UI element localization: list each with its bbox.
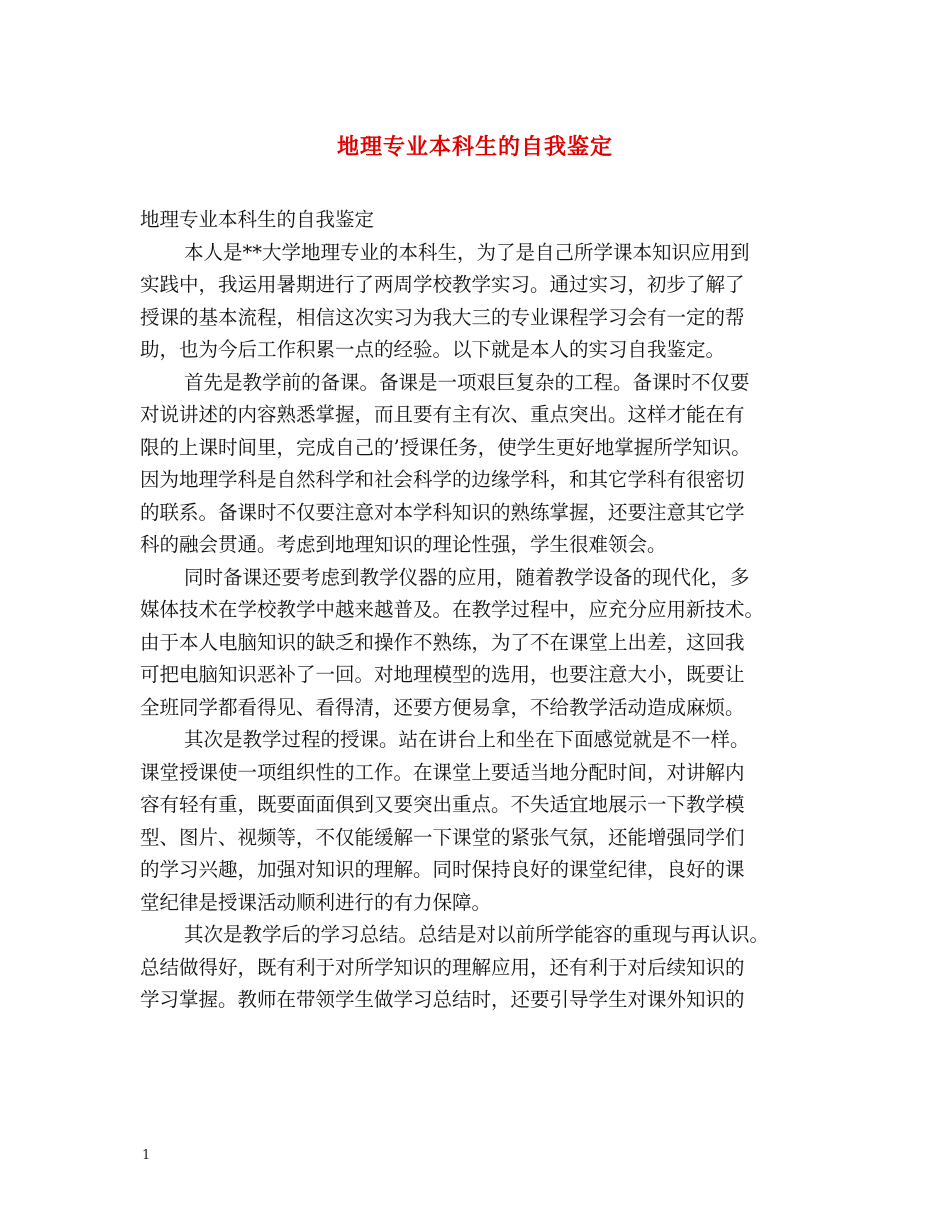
body-line: 科的融会贯通。考虑到地理知识的理论性强，学生很难领会。 (140, 533, 667, 556)
body-line: 总结做得好，既有利于对所学知识的理解应用，还有利于对后续知识的 (140, 955, 745, 979)
subtitle-line: 地理专业本科生的自我鉴定 (140, 208, 375, 231)
body-line: 其次是教学后的学习总结。总结是对以前所学能容的重现与再认识。 (184, 923, 770, 946)
body-line: 实践中，我运用暑期进行了两周学校教学实习。通过实习，初步了解了 (140, 273, 745, 296)
body-line: 同时备课还要考虑到教学仪器的应用，随着教学设备的现代化，多 (184, 565, 750, 589)
document-body (140, 204, 820, 1017)
body-line: 首先是教学前的备课。备课是一项艰巨复杂的工程。备课时不仅要 (184, 370, 750, 394)
body-line: 由于本人电脑知识的缺乏和操作不熟练，为了不在课堂上出差，这回我 (140, 630, 745, 654)
body-line: 授课的基本流程，相信这次实习为我大三的专业课程学习会有一定的帮 (140, 305, 745, 329)
body-line: 的联系。备课时不仅要注意对本学科知识的熟练掌握，还要注意其它学 (140, 500, 745, 524)
body-line: 堂纪律是授课活动顺利进行的有力保障。 (140, 890, 492, 914)
body-line: 可把电脑知识恶补了一回。对地理模型的选用，也要注意大小，既要让 (140, 663, 745, 686)
page-number: 1 (142, 1148, 151, 1163)
body-line: 容有轻有重，既要面面俱到又要突出重点。不失适宜地展示一下教学模 (140, 793, 745, 816)
body-line: 助，也为今后工作积累一点的经验。以下就是本人的实习自我鉴定。 (140, 338, 726, 361)
body-line: 其次是教学过程的授课。站在讲台上和坐在下面感觉就是不一样。 (184, 728, 750, 751)
body-line: 全班同学都看得见、看得清，还要方便易拿，不给教学活动造成麻烦。 (140, 695, 745, 719)
body-line: 对说讲述的内容熟悉掌握，而且要有主有次、重点突出。这样才能在有 (140, 403, 745, 426)
body-line: 的学习兴趣，加强对知识的理解。同时保持良好的课堂纪律，良好的课 (140, 858, 745, 881)
body-line: 型、图片、视频等，不仅能缓解一下课堂的紧张气氛，还能增强同学们 (140, 825, 745, 849)
document-title: 地理专业本科生的自我鉴定 (336, 134, 613, 160)
body-line: 因为地理学科是自然科学和社会科学的边缘学科，和其它学科有很密切 (140, 468, 745, 491)
body-line: 本人是**大学地理专业的本科生，为了是自己所学课本知识应用到 (184, 240, 750, 264)
body-line: 媒体技术在学校教学中越来越普及。在教学过程中，应充分应用新技术。 (140, 598, 765, 621)
body-line: 学习掌握。教师在带领学生做学习总结时，还要引导学生对课外知识的 (140, 988, 745, 1011)
body-line: 限的上课时间里，完成自己的’授课任务，使学生更好地掌握所学知识。 (140, 435, 751, 459)
body-line: 课堂授课使一项组织性的工作。在课堂上要适当地分配时间，对讲解内 (140, 760, 745, 784)
